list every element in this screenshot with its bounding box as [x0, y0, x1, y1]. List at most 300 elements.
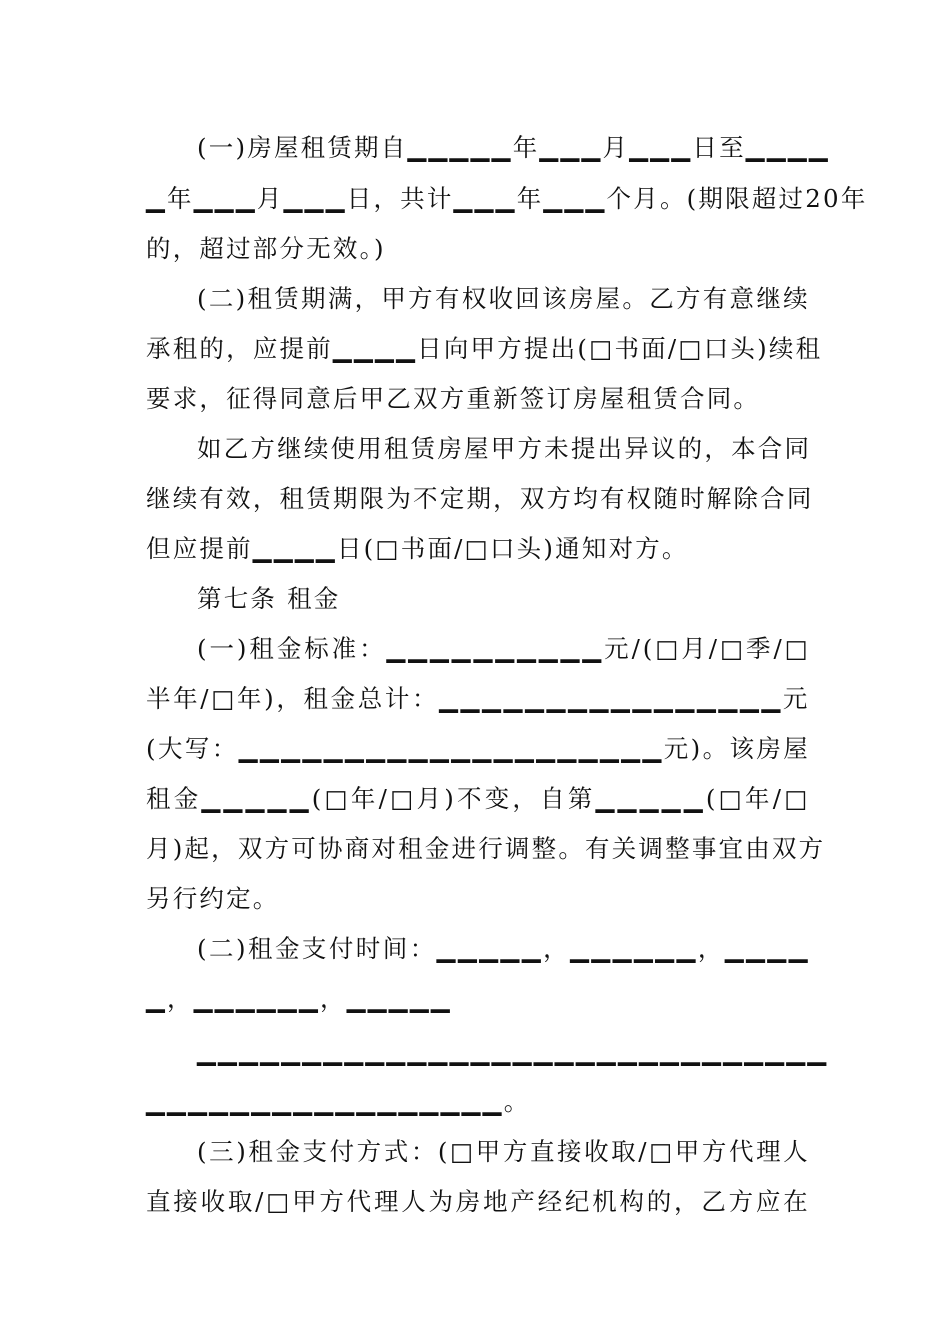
text-char: 月 [146, 834, 173, 863]
text-char: ▁ [302, 1037, 324, 1066]
text-char: 支 [301, 934, 329, 963]
text-char: ▁ [581, 133, 603, 162]
text-char: 异 [624, 434, 651, 463]
text-char: 过 [778, 184, 806, 213]
text-char: 方 [517, 434, 545, 463]
text-char: ▁ [430, 634, 452, 663]
text-char: 有 [199, 484, 227, 513]
text-char: 金 [274, 934, 302, 963]
text-char: ▁ [218, 1037, 240, 1066]
text-char: 计 [384, 684, 412, 713]
text-char: ▁ [495, 184, 517, 213]
text-char: ▁ [543, 184, 565, 213]
text-char: / [772, 784, 784, 813]
text-char: 租 [279, 484, 307, 513]
text-char: 年 [173, 684, 200, 713]
text-char: ▁ [344, 734, 366, 763]
text-char: ( [146, 734, 158, 763]
text-char: 月 [681, 634, 709, 663]
text-char: 直 [529, 1137, 557, 1166]
text-char: ▁ [267, 784, 289, 813]
text-char: 可 [291, 834, 318, 863]
text-char: ， [276, 684, 304, 713]
text-char: 出 [597, 434, 625, 463]
text-char: 元 [663, 734, 691, 763]
text-char: 调 [638, 834, 666, 863]
text-char: ) [235, 133, 248, 162]
text-char: 出 [550, 334, 578, 363]
text-char: 计 [426, 184, 454, 213]
text-char: 面 [641, 334, 668, 363]
text-line [146, 779, 810, 819]
text-char: ： [211, 734, 239, 763]
text-char: ， [354, 284, 382, 313]
text-char: ▁ [525, 684, 547, 713]
text-char: 元 [604, 634, 631, 663]
text-char: ▁ [632, 684, 654, 713]
text-char: 金 [173, 784, 201, 813]
text-char: ▁ [546, 684, 568, 713]
text-char: 支 [302, 1137, 330, 1166]
text-line: 另行约定。 [146, 884, 280, 913]
text-char: ▁ [365, 1037, 387, 1066]
text-char: ▁ [638, 1037, 661, 1066]
text-char: 甲 [381, 284, 409, 313]
text-char: ▁ [512, 1037, 534, 1066]
text-char: 至 [719, 133, 746, 162]
text-char: 双 [237, 834, 265, 863]
text-char: ▁ [500, 934, 522, 963]
text-char: ▁ [470, 1037, 492, 1066]
text-char: 的 [677, 434, 705, 463]
text-line [146, 1182, 810, 1222]
text-char: 提 [570, 434, 598, 463]
text-char: ▁ [568, 684, 590, 713]
text-char: ) [172, 834, 185, 863]
text-char: ( [642, 634, 655, 663]
text-char: 代 [728, 1137, 756, 1166]
text-char: ▁ [193, 184, 215, 213]
text-char: 整 [531, 834, 559, 863]
text-line [146, 179, 868, 219]
text-char: 房 [455, 1187, 483, 1216]
text-char: ) [264, 684, 276, 713]
text-char: 解 [706, 484, 734, 513]
text-char: ▁ [260, 1037, 282, 1066]
text-char: ( [197, 634, 209, 663]
text-char: □ [211, 684, 237, 713]
text-char: 大 [157, 734, 185, 763]
text-char: ▁ [146, 184, 168, 213]
text-char: 方 [546, 484, 574, 513]
text-char: ▁ [585, 184, 607, 213]
text-char: ▁ [428, 1037, 450, 1066]
text-char: ) [236, 634, 249, 663]
text-char: ▁ [642, 734, 664, 763]
text-char: □ [719, 634, 746, 663]
text-char: 月 [602, 133, 630, 162]
text-char: ( [577, 334, 590, 363]
text-char: ▁ [591, 934, 613, 963]
text-char: ▁ [589, 684, 611, 713]
text-char: □ [655, 634, 681, 663]
text-char: 期 [332, 484, 360, 513]
text-char: ▁ [457, 934, 479, 963]
text-char: 月 [256, 184, 284, 213]
text-char: ▁ [681, 1037, 703, 1066]
text-char: ▁ [599, 734, 621, 763]
text-char: 年 [350, 784, 378, 813]
text-char: ▁ [578, 734, 600, 763]
text-char: 甲 [292, 1187, 319, 1216]
text-char: ▁ [495, 634, 517, 663]
text-char: 人 [401, 1187, 428, 1216]
text-char: ▁ [744, 1037, 766, 1066]
text-char: 付 [329, 1137, 357, 1166]
text-char: ▁ [514, 734, 536, 763]
text-char: 代 [346, 1187, 374, 1216]
text-char: ▁ [453, 184, 475, 213]
text-char: / [773, 634, 784, 663]
text-char: 乙 [701, 1187, 729, 1216]
text-char: 应 [755, 1187, 783, 1216]
text-char: 不 [413, 484, 440, 513]
text-char: ， [512, 784, 540, 813]
text-char: 回 [515, 284, 542, 313]
text-char: ▁ [621, 734, 643, 763]
text-char: 效 [226, 484, 253, 513]
text-char: ▁ [302, 734, 324, 763]
text-char: ▁ [745, 133, 767, 162]
text-char: ▁ [439, 684, 461, 713]
text-char: 一 [208, 133, 236, 162]
text-line: ▁▁▁▁▁▁▁▁▁▁▁▁▁▁▁▁▁。 [146, 1087, 531, 1116]
text-char: ▁ [436, 934, 458, 963]
text-char: ▁ [633, 934, 656, 963]
text-char: ▁ [239, 1037, 261, 1066]
text-char: ： [412, 684, 439, 713]
text-char: 赁 [327, 133, 355, 162]
text-char: 使 [330, 434, 358, 463]
text-char: 乙 [649, 284, 676, 313]
text-char: ▁ [387, 734, 409, 763]
text-char: ▁ [281, 1037, 303, 1066]
text-char: 写 [184, 734, 212, 763]
text-char: 接 [173, 1187, 200, 1216]
text-line [146, 729, 810, 769]
text-char: ， [252, 484, 280, 513]
text-char: ▁ [304, 184, 326, 213]
text-char: 该 [729, 734, 757, 763]
text-char: 租 [383, 434, 411, 463]
text-char: 提 [523, 334, 551, 363]
text-char: □ [784, 784, 810, 813]
text-char: 在 [783, 1187, 810, 1216]
text-char: ▁ [491, 1037, 513, 1066]
text-char: 理 [373, 1187, 401, 1216]
text-char: 甲 [475, 1137, 503, 1166]
text-char: ( [686, 184, 699, 213]
text-char: ) [235, 934, 248, 963]
text-char: 赁 [410, 434, 438, 463]
text-char: ： [410, 1137, 438, 1166]
text-char: □ [649, 1137, 675, 1166]
text-char: □ [784, 634, 810, 663]
text-char: 满 [327, 284, 355, 313]
text-char: ▁ [521, 934, 543, 963]
text-char: 书 [614, 334, 642, 363]
text-char: ▁ [375, 334, 397, 363]
text-char: 同 [784, 434, 812, 463]
text-char: ▁ [479, 934, 501, 963]
text-char: / [378, 784, 390, 813]
text-char: 标 [304, 634, 331, 663]
text-char: 租 [249, 634, 277, 663]
text-char: ▁ [761, 684, 783, 713]
text-char: ▁ [702, 1037, 724, 1066]
text-char: 年 [840, 184, 868, 213]
text-char: ▁ [289, 784, 311, 813]
text-char: ▁ [386, 634, 408, 663]
text-line: ▁，▁▁▁▁▁▁，▁▁▁▁▁ [146, 984, 452, 1013]
text-char: 构 [619, 1187, 647, 1216]
text-char: ： [359, 634, 386, 663]
text-char: ▁ [739, 684, 761, 713]
text-char: 超 [751, 184, 779, 213]
text-char: 本 [731, 434, 758, 463]
text-char: 未 [544, 434, 571, 463]
text-char: 合 [760, 484, 787, 513]
text-char: ▁ [696, 684, 719, 713]
text-char: 协 [317, 834, 345, 863]
text-char: 方 [319, 1187, 347, 1216]
text-char: ▁ [428, 133, 450, 162]
text-char: ▁ [612, 934, 634, 963]
text-char: ▁ [491, 133, 513, 162]
text-char: ▁ [560, 634, 582, 663]
text-char: ▁ [808, 133, 830, 162]
text-char: ， [543, 934, 570, 963]
text-char: ▁ [366, 734, 388, 763]
text-char: ( [197, 133, 209, 162]
text-char: 月 [416, 784, 444, 813]
text-char: 由 [745, 834, 772, 863]
text-char: □ [324, 784, 350, 813]
text-char: ， [674, 1187, 701, 1216]
text-char: 合 [757, 434, 785, 463]
text-char: 租 [146, 784, 173, 813]
text-char: 一 [209, 634, 237, 663]
text-char: 租 [172, 334, 200, 363]
text-char: ▁ [503, 684, 525, 713]
text-char: □ [390, 784, 416, 813]
text-char: ▁ [408, 634, 430, 663]
text-char: 年 [236, 684, 264, 713]
text-char: 方 [264, 834, 292, 863]
text-char: 口 [703, 334, 731, 363]
text-char: ▁ [767, 934, 789, 963]
text-char: 经 [537, 1187, 565, 1216]
text-char: ▁ [235, 184, 257, 213]
text-char: 租 [248, 1137, 276, 1166]
text-char: 变 [484, 784, 512, 813]
text-char: 甲 [490, 434, 518, 463]
text-char: ▁ [617, 1037, 639, 1066]
text-char: ， [211, 834, 238, 863]
text-char: ▁ [323, 1037, 345, 1066]
text-char: 租 [247, 934, 275, 963]
text-char: ， [493, 484, 520, 513]
text-char: ： [409, 934, 437, 963]
text-char: 金 [424, 834, 452, 863]
text-char: 为 [428, 1187, 456, 1216]
section-heading: 第七条 租金 [197, 584, 341, 613]
text-char: ▁ [451, 734, 473, 763]
text-char: ▁ [654, 684, 676, 713]
text-char: □ [450, 1137, 476, 1166]
text-char: 继 [146, 484, 173, 513]
text-char: 有 [585, 834, 612, 863]
text-char: ▁ [766, 133, 788, 162]
text-char: 金 [330, 684, 358, 713]
text-char: 屋 [783, 734, 810, 763]
text-char: 机 [592, 1187, 619, 1216]
text-char: ▁ [281, 734, 303, 763]
text-char: ▁ [245, 784, 267, 813]
text-char: ▁ [201, 784, 223, 813]
text-char: ▁ [787, 133, 809, 162]
text-char: 方 [250, 434, 278, 463]
text-char: ) [235, 284, 248, 313]
text-line: 要求，征得同意后甲乙双方重新签订房屋租赁合同。 [146, 384, 761, 413]
text-char: 房 [568, 284, 596, 313]
text-char: 如 [197, 434, 224, 463]
text-char: 赁 [306, 484, 333, 513]
text-char: 年 [745, 784, 772, 813]
text-char: □ [266, 1187, 292, 1216]
text-char: 均 [573, 484, 600, 513]
text-char: 日 [346, 184, 374, 213]
text-char: ▁ [765, 1037, 787, 1066]
text-char: 议 [650, 434, 678, 463]
text-char: ▁ [617, 784, 639, 813]
text-char: ▁ [655, 934, 677, 963]
text-char: ▁ [472, 734, 494, 763]
text-char: ， [704, 434, 732, 463]
text-char: ▁ [407, 1037, 429, 1066]
text-char: 日 [417, 334, 444, 363]
text-char: 三 [209, 1137, 236, 1166]
text-char: ▁ [788, 934, 810, 963]
text-char: 乙 [223, 434, 251, 463]
text-char: ▁ [639, 784, 661, 813]
text-char: 有 [599, 484, 627, 513]
text-char: 产 [510, 1187, 538, 1216]
text-line [197, 279, 810, 319]
text-char: / [708, 634, 720, 663]
text-line [146, 479, 814, 519]
text-char: 权 [626, 484, 654, 513]
text-char: 屋 [595, 284, 623, 313]
text-char: ( [197, 1137, 209, 1166]
text-char: ▁ [807, 1037, 829, 1066]
text-char: 自 [380, 133, 408, 162]
text-char: ▁ [595, 784, 617, 813]
text-char: ▁ [570, 934, 592, 963]
text-char: ( [705, 784, 718, 813]
text-char: ▁ [554, 1037, 576, 1066]
text-char: 甲 [470, 334, 498, 363]
text-char: 屋 [464, 434, 491, 463]
text-char: 为 [386, 484, 414, 513]
text-char: 宜 [718, 834, 746, 863]
text-char: 自 [540, 784, 567, 813]
text-char: 行 [478, 834, 505, 863]
text-char: / [667, 334, 679, 363]
text-char: 进 [451, 834, 479, 863]
text-char: 总 [357, 684, 385, 713]
text-line [197, 629, 810, 669]
text-char: 的 [199, 334, 227, 363]
text-line [146, 679, 810, 719]
text-char: 年 [167, 184, 194, 213]
text-char: ▁ [660, 1037, 682, 1066]
text-char: 双 [771, 834, 799, 863]
text-char: ▁ [539, 133, 561, 162]
text-char: 整 [665, 834, 692, 863]
text-char: 年 [512, 133, 540, 162]
text-char: ▁ [723, 1037, 745, 1066]
text-char: ， [697, 934, 725, 963]
text-char: 关 [611, 834, 639, 863]
text-char: ) [690, 734, 703, 763]
text-char: ▁ [746, 934, 768, 963]
text-char: ▁ [353, 334, 376, 363]
text-char: ▁ [538, 634, 560, 663]
text-char: ▁ [429, 734, 451, 763]
text-char: ▁ [323, 734, 345, 763]
text-char: 双 [519, 484, 547, 513]
text-char: 租 [795, 334, 823, 363]
text-char: 的 [646, 1187, 674, 1216]
text-char: ▁ [493, 734, 515, 763]
text-char: 租 [247, 284, 275, 313]
text-char: ▁ [629, 133, 651, 162]
text-char: ▁ [482, 684, 504, 713]
text-char: 除 [733, 484, 761, 513]
text-char: ▁ [718, 684, 740, 713]
text-char: 期 [466, 484, 494, 513]
text-char: 方 [497, 334, 524, 363]
text-char: 方 [356, 1137, 384, 1166]
text-char: ▁ [238, 734, 260, 763]
text-char: 租 [300, 133, 328, 162]
text-char: 期 [301, 284, 328, 313]
text-char: ▁ [575, 1037, 597, 1066]
text-char: ▁ [325, 184, 347, 213]
text-char: 前 [306, 334, 333, 363]
text-char: 继 [277, 434, 304, 463]
text-char: 权 [461, 284, 489, 313]
text-line [146, 329, 823, 369]
text-char: ▁ [596, 1037, 618, 1066]
text-char: 收 [584, 1137, 611, 1166]
text-char: ▁ [661, 784, 683, 813]
text-char: 定 [439, 484, 467, 513]
text-char: ▁ [407, 133, 429, 162]
text-char: 第 [567, 784, 595, 813]
text-char: 续 [768, 334, 796, 363]
